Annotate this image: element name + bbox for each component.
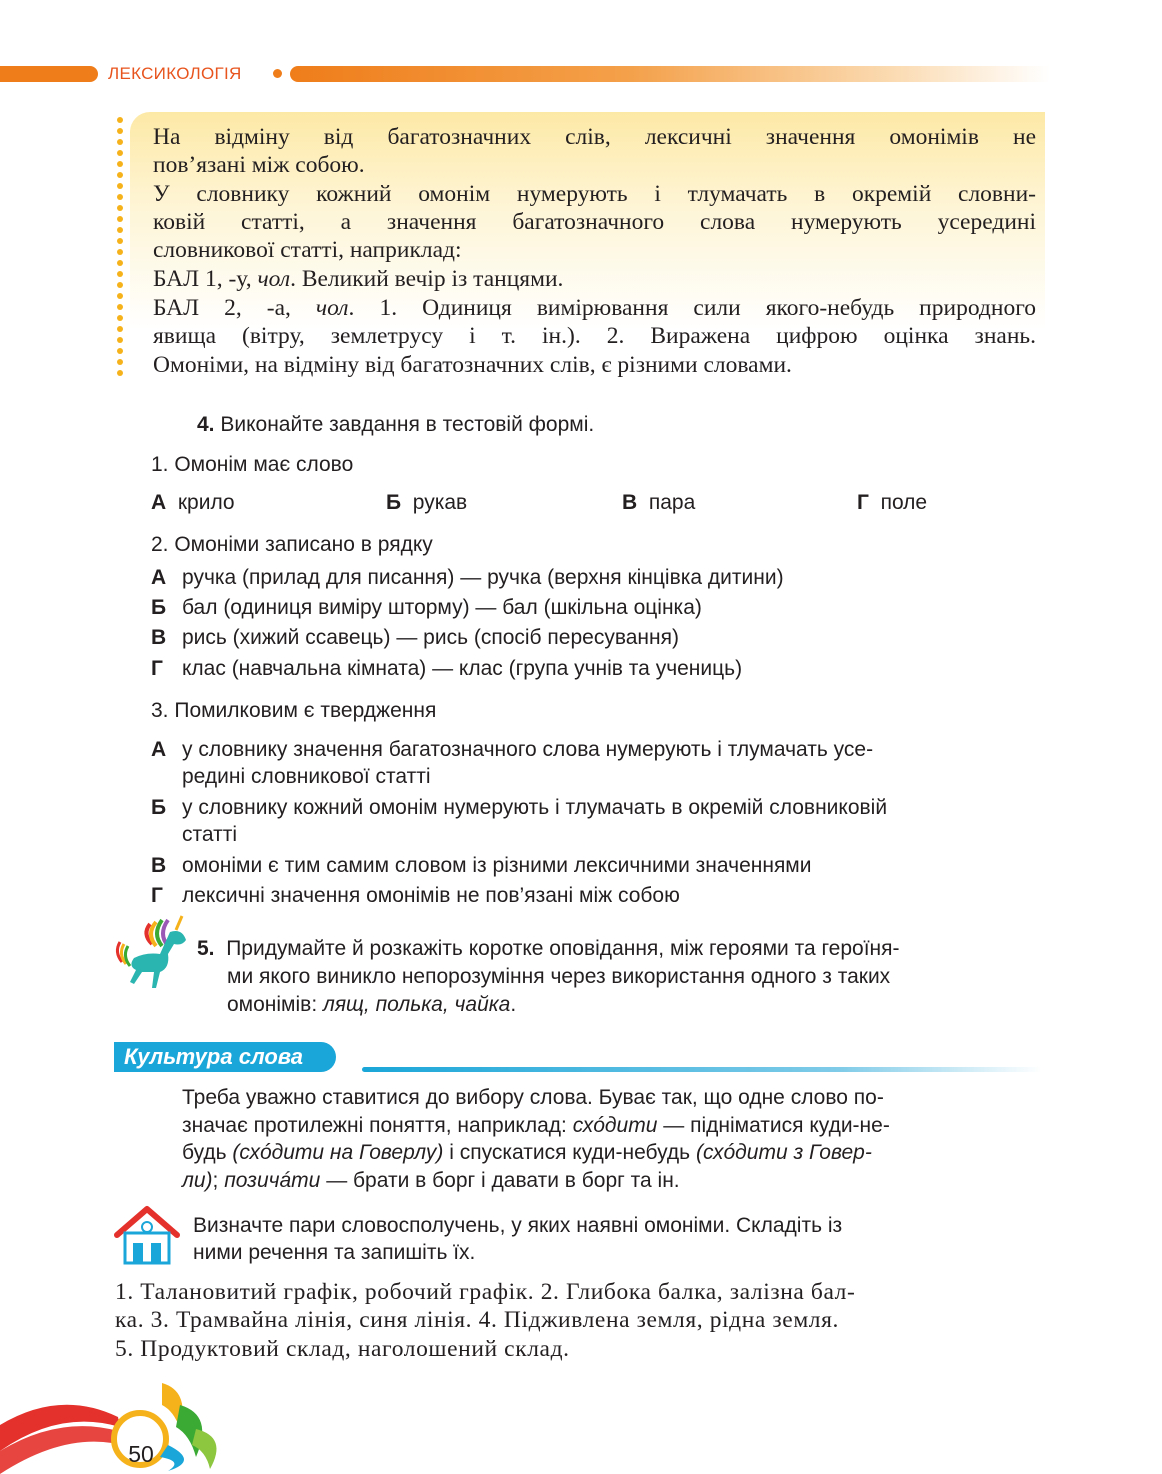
rule-text-line: пов’язані між собою. [153,152,365,178]
option-letter: Б [151,596,167,619]
option-text: бал (одиниця виміру шторму) — бал (шкільна оцінка) [182,596,702,619]
option-text: омоніми є тим самим словом із різними лексичними значеннями [182,854,812,877]
option-letter: В [151,854,167,877]
question-3: 3. Помилковим є твердження [151,699,437,722]
task-sentence-line: 5. Продуктовий склад, наголошений склад. [115,1336,570,1362]
option-letter: Г [151,884,163,907]
page-flower-logo [0,1365,240,1474]
culture-banner-label: Культура слова [124,1044,304,1069]
option-b: Б рукав [386,491,468,514]
option-letter: В [151,626,167,649]
house-icon [113,1205,181,1265]
dictionary-entry-bal1: БАЛ 1, -у, чол. Великий вечір із танцями. [153,266,564,292]
exercise-5-line: омонімів: лящ, полька, чайка. [227,993,517,1016]
rule-text-line: явища (вітру, землетрусу і т. ін.). 2. Виражена цифрою оцінка знань. [153,323,1036,349]
section-title: ЛЕКСИКОЛОГІЯ [108,64,242,83]
option-text: у словнику кожний омонім нумерують і тлумачать в окремій словниковій [182,796,888,819]
culture-text-line: будь (схóдити на Говерлу) і спускатися куди-небудь (схóдити з Говер- [182,1141,872,1164]
option-text: у словнику значення багатозначного слова нумерують і тлумачать усе- [182,738,874,761]
rule-text-line: Омоніми, на відміну від багатозначних слів, є різними словами. [153,352,792,378]
option-g: Г поле [857,491,928,514]
task-sentence-line: ка. 3. Трамвайна лінія, синя лінія. 4. Підживлена земля, рідна земля. [115,1307,840,1333]
culture-text-line: Треба уважно ставитися до вибору слова. Буває так, що одне слово по- [182,1086,884,1109]
rule-text-line: словникової статті, наприклад: [153,237,462,263]
rule-text-line: На відміну від багатозначних слів, лексичні значення омонімів не [153,124,1036,150]
question-1: 1. Омонім має слово [151,453,354,476]
header-dot [273,69,282,78]
unicorn-icon [112,914,194,1000]
option-text: редині словникової статті [182,765,431,788]
task-instruction: Визначте пари словосполучень, у яких наявні омоніми. Складіть із [193,1214,843,1237]
rule-text-line: У словнику кожний омонім нумерують і тлумачать в окремій словни- [153,181,1036,207]
option-letter: А [151,738,167,761]
option-text: лексичні значення омонімів не пов’язані між собою [182,884,680,907]
option-v: В пара [622,491,696,514]
rule-dotted-border [116,116,124,384]
rule-text-line: ковій статті, а значення багатозначного слова нумерують усередині [153,209,1036,235]
exercise-5-line: ми якого виникло непорозуміння через використання одного з таких [227,965,891,988]
header-bar-left [0,66,98,82]
question-2: 2. Омоніми записано в рядку [151,533,433,556]
exercise-4-heading: 4. Виконайте завдання в тестовій формі. [197,413,595,436]
culture-banner-line [362,1067,1042,1072]
option-text: ручка (прилад для писання) — ручка (верхня кінцівка дитини) [182,566,784,589]
option-a: А крило [151,491,235,514]
option-letter: Г [151,657,163,680]
exercise-5-line: 5. Придумайте й розкажіть коротке оповідання, між героями та героїня- [197,937,900,960]
option-text: рись (хижий ссавець) — рись (спосіб пересування) [182,626,679,649]
option-letter: Б [151,796,167,819]
task-sentence-line: 1. Талановитий графік, робочий графік. 2. Глибока балка, залізна бал- [115,1279,856,1305]
culture-text-line: ли); позичáти — брати в борг і давати в борг та ін. [182,1169,680,1192]
page-number: 50 [128,1441,154,1467]
task-instruction: ними речення та запишіть їх. [193,1241,476,1264]
option-text: статті [182,823,238,846]
option-letter: А [151,566,167,589]
dictionary-entry-bal2: БАЛ 2, -а, чол. 1. Одиниця вимірювання сили якого-небудь природного [153,295,1036,321]
header-bar-right [290,66,1050,82]
culture-text-line: значає протилежні поняття, наприклад: схóдити — підніматися куди-не- [182,1114,890,1137]
option-text: клас (навчальна кімната) — клас (група учнів та учениць) [182,657,743,680]
